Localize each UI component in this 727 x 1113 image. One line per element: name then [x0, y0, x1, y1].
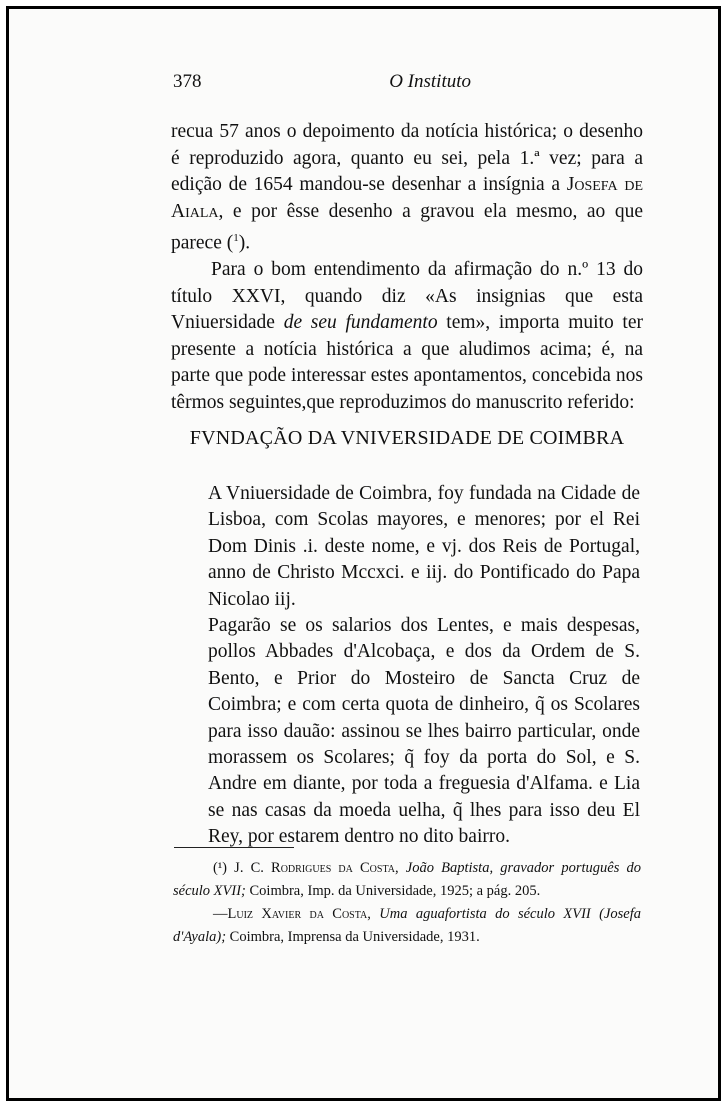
quote-paragraph-1: A Vniuersidade de Coimbra, foy fundada na Cidade de Lisboa, com Scolas mayores, e menores; por el Rei Dom Dinis .i. deste nome, e vj. dos Reis de Portugal, anno de Christo Mccxci. e iij. do Pontificado do Papa Nicolao iij.	[208, 483, 640, 610]
footnote-rule	[174, 847, 294, 848]
footnote-2-rest: Coimbra, Imprensa da Universidade, 1931.	[226, 929, 480, 945]
paragraph-2	[171, 257, 643, 416]
paragraph-2-text-b: tem», importa muito ter presente a notícia histórica a que aludimos acima; é, na parte que pode interessar estes apontamentos, concebida nos têrmos seguintes,que reproduzimos do manuscrito referido:	[171, 312, 643, 413]
footnote-2-author: Luiz Xavier da Costa	[227, 906, 368, 922]
paragraph-2-text-a: Para o bom entendimento da afirmação do n.º 13 do título XXVI, quando diz «As insignias que esta Vniuersidade	[171, 259, 643, 333]
footnote-2-title: Uma aguafortista do século XVII (Josefa d'Ayala);	[173, 906, 641, 945]
footnote-ref-1: 1	[233, 232, 239, 244]
running-title: O Instituto	[389, 71, 471, 92]
page-number: 378	[173, 71, 202, 92]
quote-paragraph-2: Pagarão se os salarios dos Lentes, e mais despesas, pollos Abbades d'Alcobaça, e dos da Ordem de S. Bento, e Prior do Mosteiro de Sancta Cruz de Coimbra; e com certa quota de dinheiro, q̃ os Scolares para isso dauão: assinou se lhes bairro particular, onde morassem os Scolares; q̃ foy da porta do Sol, e S. Andre em diante, por toda a freguesia d'Alfama. e Lia se nas casas da moeda uelha, q̃ lhes para isso deu El Rey, por estarem dentro no dito bairro.	[208, 615, 640, 848]
footnote-2-sep: ,	[367, 906, 380, 922]
footnotes	[173, 857, 641, 949]
footnote-1-marker: (¹)	[213, 860, 228, 876]
paragraph-1-text-c: ).	[238, 232, 251, 254]
italic-phrase: de seu fundamento	[283, 312, 438, 333]
paragraph-1	[171, 119, 643, 257]
footnote-1-title: João Baptista, gravador português do século XVII;	[173, 860, 641, 899]
footnote-1-rest: Coimbra, Imp. da Universidade, 1925; a pág. 205.	[245, 883, 541, 899]
quoted-manuscript	[208, 481, 640, 851]
person-name-josefa: Josefa de Aiala	[171, 174, 643, 222]
page-header	[173, 71, 643, 93]
footnote-2	[173, 903, 641, 949]
book-page	[6, 6, 721, 1101]
footnote-1	[173, 857, 641, 903]
paragraph-1-text-b: , e por êsse desenho a gravou ela mesmo, ao que parece (	[171, 200, 643, 254]
footnote-2-dash: —	[213, 906, 228, 922]
paragraph-1-text-a: recua 57 anos o depoimento da notícia histórica; o desenho é reproduzido agora, quanto eu sei, pela 1.ª vez; para a edição de 1654 mandou-se desenhar a insígnia a	[171, 121, 643, 195]
section-heading: FVNDAÇÃO DA VNIVERSIDADE DE COIMBRA	[189, 427, 625, 449]
footnote-1-author: J. C. Rodrigues da Costa	[234, 860, 395, 876]
body-text	[171, 119, 643, 416]
footnote-1-sep: ,	[395, 860, 406, 876]
